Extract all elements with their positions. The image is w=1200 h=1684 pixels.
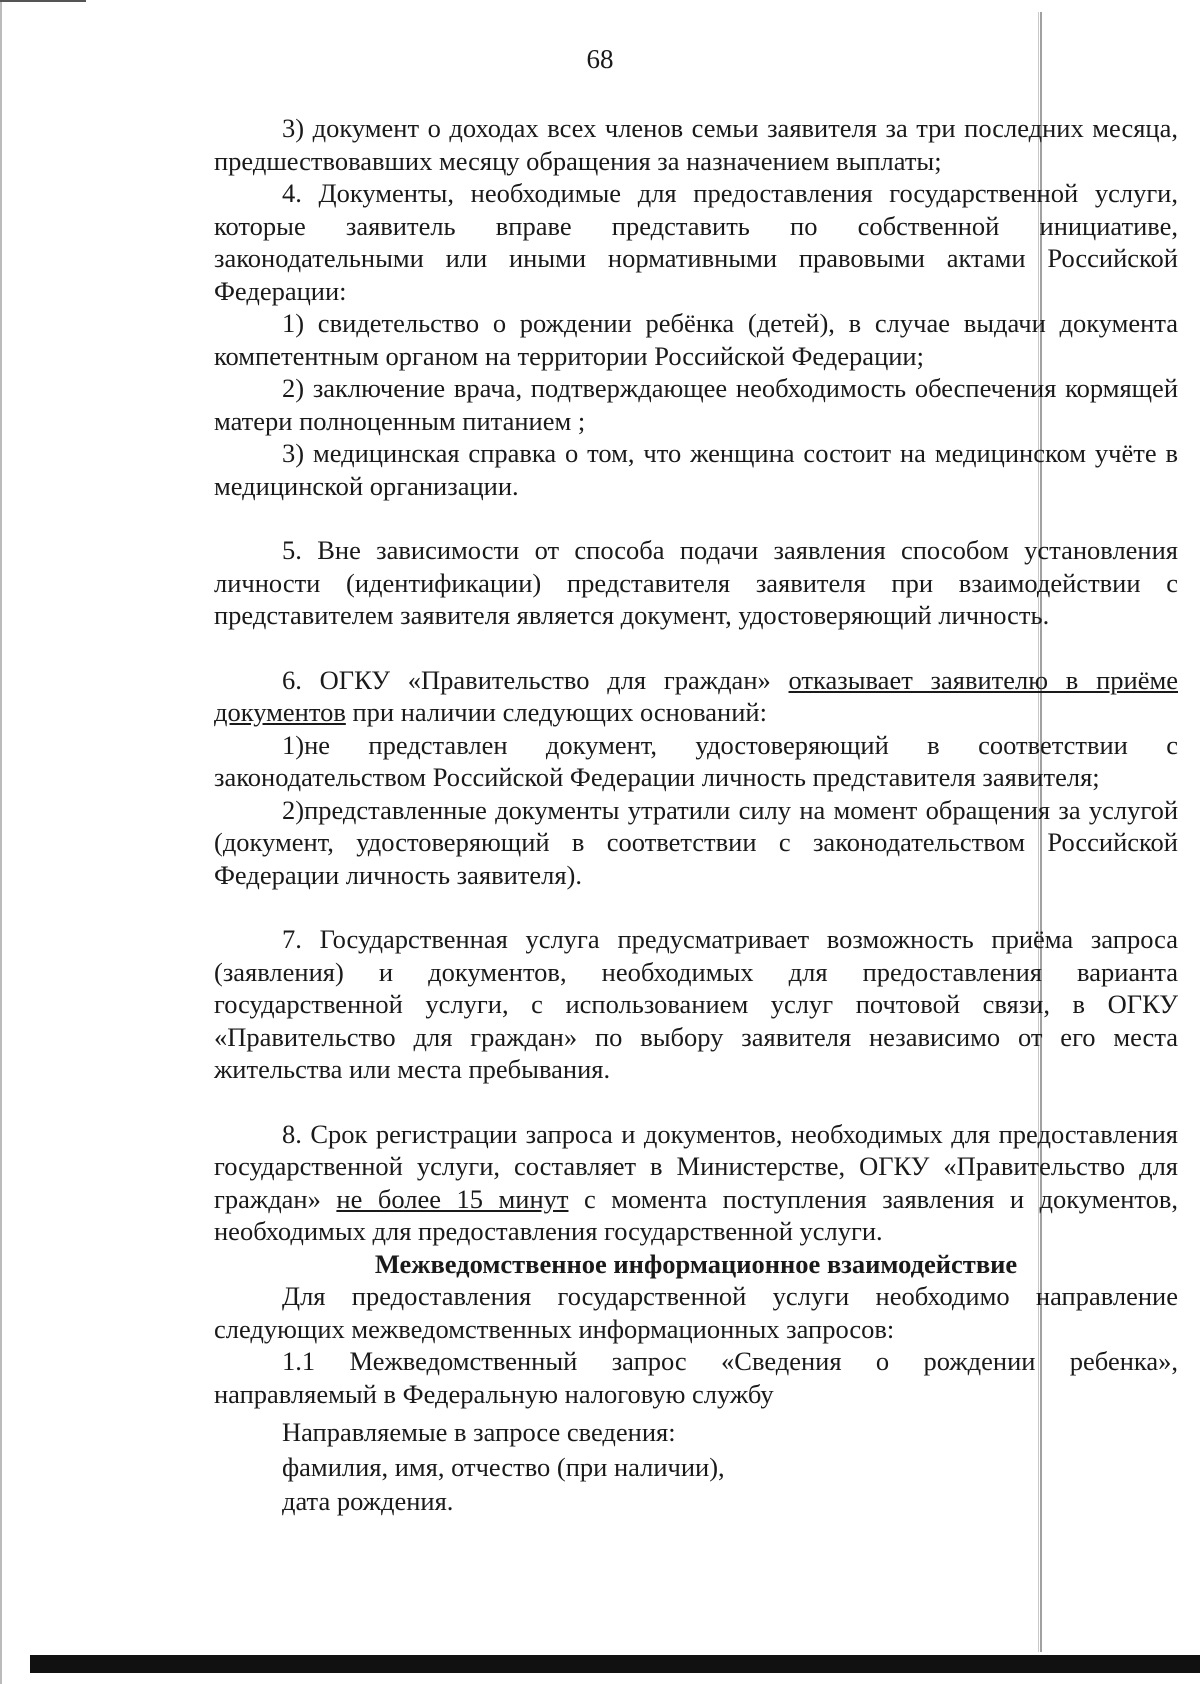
paragraph-6-intro xyxy=(214,664,1178,729)
paragraph-4-item-1: 1) свидетельство о рождении ребёнка (детей), в случае выдачи документа компетентным органом на территории Российской Федерации; xyxy=(214,308,1178,371)
page-number: 68 xyxy=(586,44,614,74)
paragraph-6-item-1: 1)не представлен документ, удостоверяющий в соответствии с законодательством Российской Федерации личность представителя заявителя; xyxy=(214,729,1178,792)
paragraph-6-prefix: 6. ОГКУ «Правительство для граждан» xyxy=(282,664,789,695)
paragraph-4-item-2: 2) заключение врача, подтверждающее необходимость обеспечения кормящей матери полноценным питанием ; xyxy=(214,373,1178,436)
scan-edge-left xyxy=(0,0,2,1684)
scan-edge-top xyxy=(0,0,86,2)
paragraph-8-prefix: 8. Срок регистрации запроса и документов, необходимых для предоставления государственной услуги, составляет в Министерстве, ОГКУ «Правительство для граждан» xyxy=(214,1118,1178,1214)
paragraph-income-document: 3) документ о доходах всех членов семьи заявителя за три последних месяца, предшествовавших месяцу обращения за назначением выплаты; xyxy=(214,113,1178,176)
section-heading: Межведомственное информационное взаимодействие xyxy=(374,1248,1018,1279)
paragraph-8-underlined: не более 15 минут xyxy=(336,1183,569,1214)
paragraph-6-suffix: при наличии следующих оснований: xyxy=(345,697,767,727)
paragraph-7: 7. Государственная услуга предусматривает возможность приёма запроса (заявления) и документов, необходимых для предоставления варианта государственной услуги, с использованием услуг почтовой связи, в ОГКУ «Правительство для граждан» по выбору заявителя независимо от его места жительства или места пребывания. xyxy=(214,924,1178,1084)
interagency-field-2: дата рождения. xyxy=(282,1486,454,1516)
scan-edge-bottom xyxy=(30,1655,1200,1673)
paragraph-8 xyxy=(214,1118,1178,1248)
interagency-request-1-1: 1.1 Межведомственный запрос «Сведения о рождении ребенка», направляемый в Федеральную налоговую службу xyxy=(214,1346,1178,1409)
interagency-intro: Для предоставления государственной услуги необходимо направление следующих межведомственных информационных запросов: xyxy=(214,1281,1178,1344)
interagency-field-1: фамилия, имя, отчество (при наличии), xyxy=(282,1451,725,1482)
paragraph-5: 5. Вне зависимости от способа подачи заявления способом установления личности (идентификации) представителя заявителя при взаимодействии с представителем заявителя является документ, удостоверяющий личность. xyxy=(214,535,1178,630)
paragraph-4-intro: 4. Документы, необходимые для предоставления государственной услуги, которые заявитель вправе представить по собственной инициативе, законодательными или иными нормативными правовыми актами Российской Федерации: xyxy=(214,178,1178,306)
paragraph-6-underlined: отказывает заявителю в приёме документов xyxy=(214,664,1178,727)
interagency-fields-label: Направляемые в запросе сведения: xyxy=(282,1417,676,1447)
paragraph-6-item-2: 2)представленные документы утратили силу на момент обращения за услугой (документ, удостоверяющий в соответствии с законодательством Российской Федерации личность заявителя). xyxy=(214,794,1178,890)
paragraph-4-item-3: 3) медицинская справка о том, что женщина состоит на медицинском учёте в медицинской организации. xyxy=(214,438,1178,501)
paragraph-8-suffix: с момента поступления заявления и документов, необходимых для предоставления государственной услуги. xyxy=(214,1183,1179,1246)
document-body xyxy=(214,112,1178,1518)
